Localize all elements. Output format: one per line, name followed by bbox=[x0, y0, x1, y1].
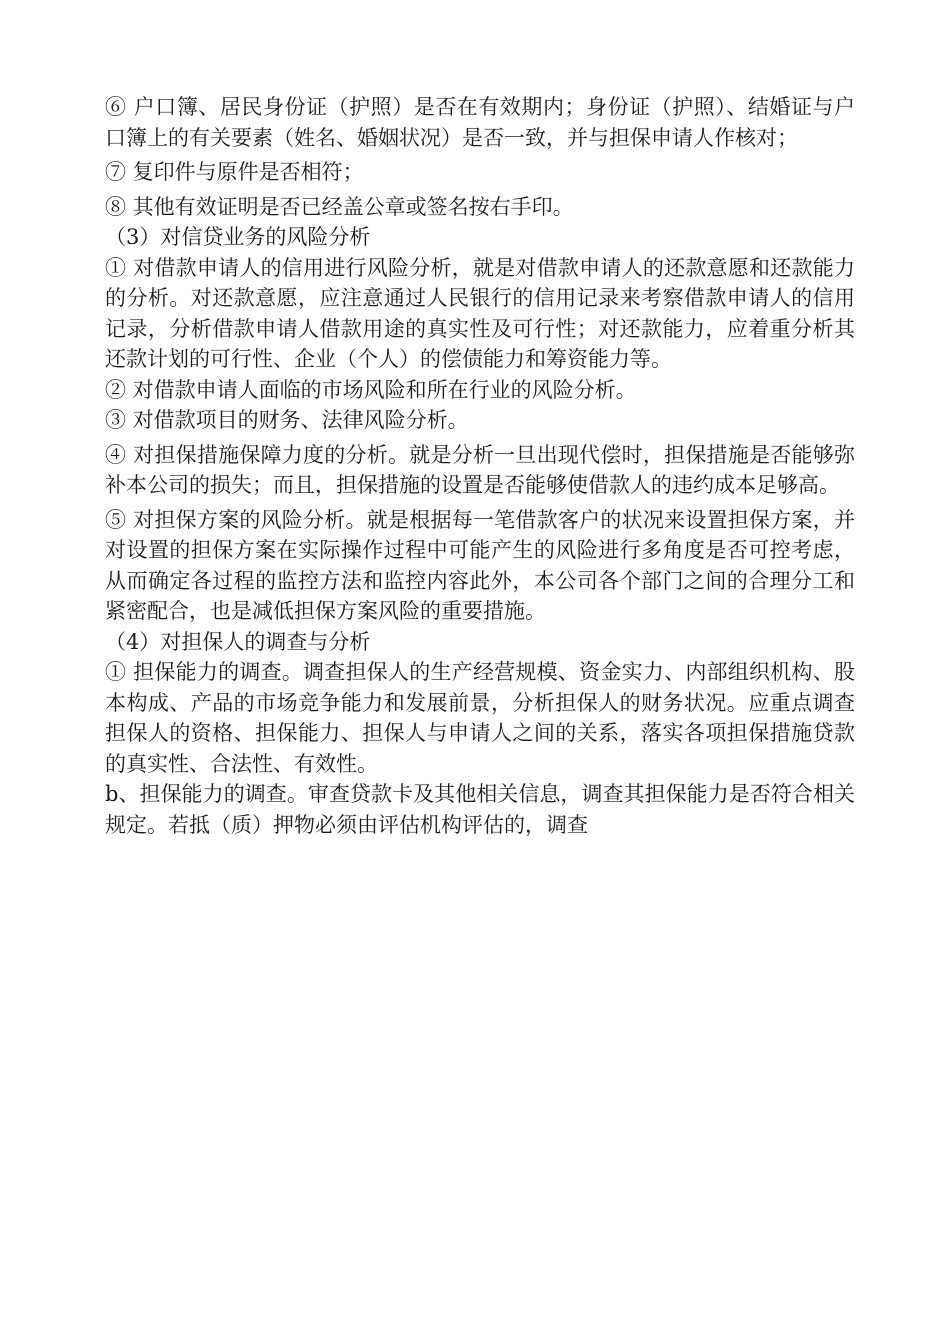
paragraph-guarantor-1: ① 担保能力的调查。调查担保人的生产经营规模、资金实力、内部组织机构、股本构成、产品的市场竞争能力和发展前景，分析担保人的财务状况。应重点调查担保人的资格、担保能力、担保人与申请人之间的关系，落实各项担保措施贷款的真实性、合法性、有效性。 bbox=[105, 660, 855, 776]
section-heading-4: （4）对担保人的调查与分析 bbox=[105, 629, 371, 654]
paragraph-risk-3: ③ 对借款项目的财务、法律风险分析。 bbox=[105, 408, 469, 432]
paragraph-risk-1: ① 对借款申请人的信用进行风险分析，就是对借款申请人的还款意愿和还款能力的分析。对还款意愿，应注意通过人民银行的信用记录来考察借款申请人的信用记录，分析借款申请人借款用途的真实性及可行性；对还款能力，应着重分析其还款计划的可行性、企业（个人）的偿债能力和筹资能力等。 bbox=[105, 255, 855, 371]
paragraph-risk-2: ② 对借款申请人面临的市场风险和所在行业的风险分析。 bbox=[105, 377, 637, 402]
section-heading-3: （3）对信贷业务的风险分析 bbox=[105, 225, 371, 249]
paragraph-risk-5: ⑤ 对担保方案的风险分析。就是根据每一笔借款客户的状况来设置担保方案，并对设置的担保方案在实际操作过程中可能产生的风险进行多角度是否可控考虑，从而确定各过程的监控方法和监控内容此外，本公司各个部门之间的合理分工和紧密配合，也是减低担保方案风险的重要措施。 bbox=[105, 507, 855, 623]
paragraph-guarantor-b: b、担保能力的调查。审查贷款卡及其他相关信息，调查其担保能力是否符合相关规定。若抵（质）押物必须由评估机构评估的，调查 bbox=[105, 782, 855, 837]
paragraph-risk-4: ④ 对担保措施保障力度的分析。就是分析一旦出现代偿时，担保措施是否能够弥补本公司的损失；而且，担保措施的设置是否能够使借款人的违约成本足够高。 bbox=[105, 442, 855, 497]
paragraph-item-6: ⑥ 户口簿、居民身份证（护照）是否在有效期内；身份证（护照）、结婚证与户口簿上的有关要素（姓名、婚姻状况）是否一致，并与担保申请人作核对； bbox=[105, 95, 855, 150]
paragraph-item-8: ⑧ 其他有效证明是否已经盖公章或签名按右手印。 bbox=[105, 194, 574, 219]
document-page bbox=[105, 92, 855, 840]
paragraph-item-7: ⑦ 复印件与原件是否相符； bbox=[105, 160, 364, 184]
